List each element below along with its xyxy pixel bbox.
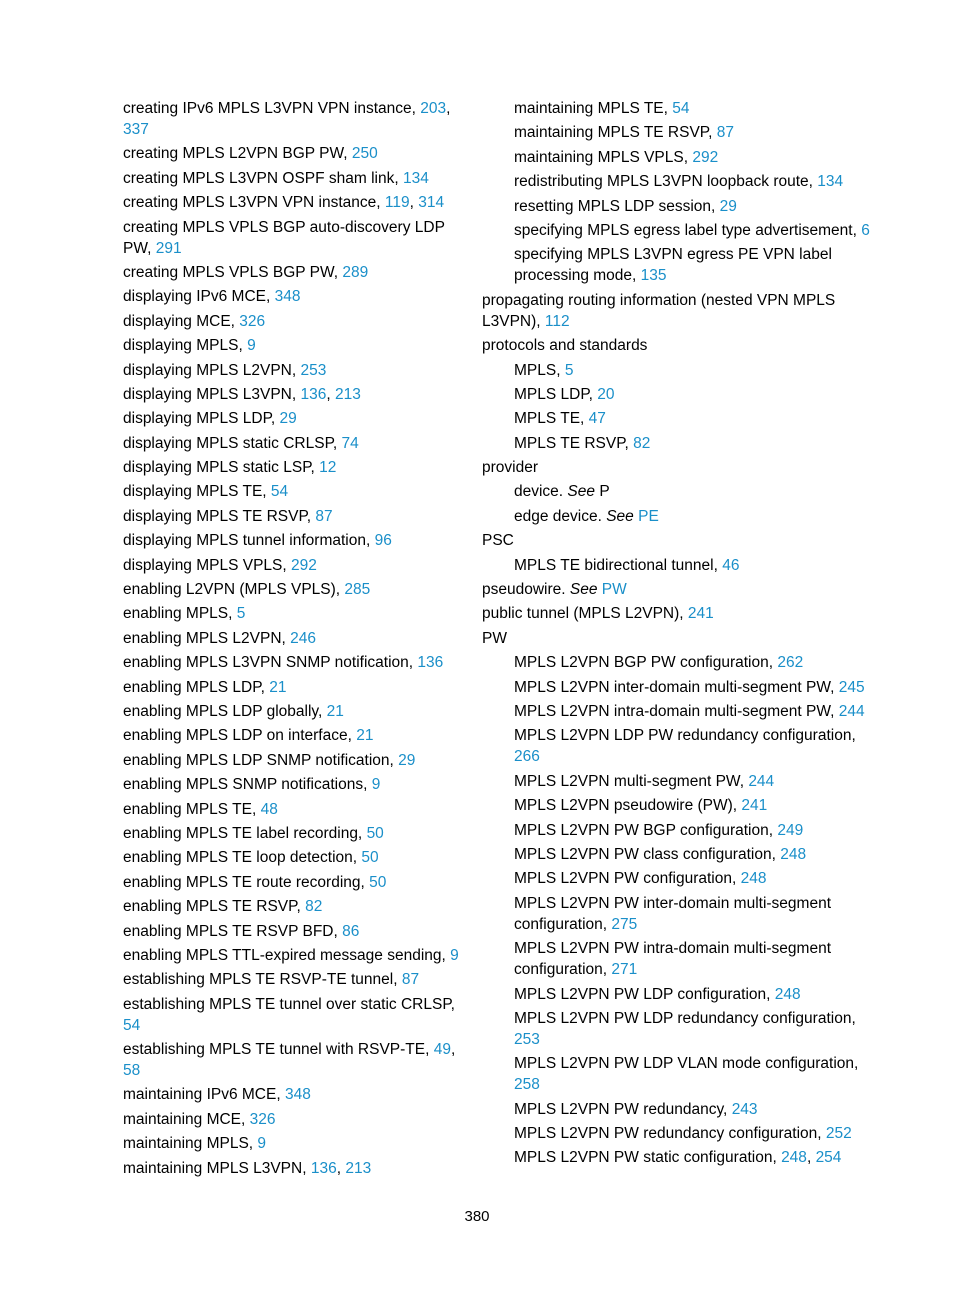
page-link[interactable]: 12	[319, 459, 337, 477]
index-subentry	[482, 868, 882, 889]
index-term: creating MPLS VPLS BGP PW,	[123, 263, 343, 281]
index-subentry	[482, 701, 882, 722]
page-link[interactable]: 253	[300, 361, 327, 379]
index-subentry	[482, 220, 882, 241]
page-link[interactable]: 136	[310, 1159, 337, 1177]
index-entry	[123, 481, 463, 502]
page-link[interactable]: 249	[777, 821, 804, 839]
index-entry	[123, 555, 463, 576]
index-term: MPLS L2VPN PW static configuration,	[514, 1149, 782, 1167]
page-link[interactable]: 29	[398, 751, 416, 769]
index-term: MPLS L2VPN PW configuration,	[514, 870, 741, 888]
page-link[interactable]: 58	[123, 1062, 141, 1080]
page-link[interactable]: 213	[334, 385, 361, 403]
index-subentry	[482, 147, 882, 168]
index-subentry	[482, 171, 882, 192]
see-target: P	[599, 483, 610, 501]
page-link[interactable]: 74	[341, 434, 359, 452]
index-entry	[123, 1133, 463, 1154]
index-entry	[123, 847, 463, 868]
page-link[interactable]: 82	[305, 898, 323, 916]
index-term: enabling MPLS TE label recording,	[123, 824, 367, 842]
index-subentry: MPLS L2VPN PW static configuration, 248, 254	[514, 1149, 842, 1167]
index-entry	[482, 335, 882, 356]
index-term: maintaining MPLS L3VPN,	[123, 1159, 311, 1177]
index-subentry	[482, 481, 882, 502]
index-subentry	[482, 795, 882, 816]
page-link[interactable]: 262	[777, 654, 804, 672]
see-target-link[interactable]: PW	[601, 581, 627, 599]
index-term: creating IPv6 MPLS L3VPN VPN instance,	[123, 100, 421, 117]
page-link[interactable]: 244	[838, 702, 865, 720]
index-term: MPLS L2VPN PW class configuration,	[514, 845, 781, 863]
page-link[interactable]: 248	[774, 985, 801, 1003]
page-link[interactable]: 54	[123, 1016, 141, 1034]
index-term: MPLS LDP,	[514, 385, 598, 403]
index-term: public tunnel (MPLS L2VPN),	[482, 605, 688, 623]
index-term: specifying MPLS egress label type advertisement,	[514, 221, 862, 239]
index-term: MPLS TE RSVP,	[514, 434, 634, 452]
page-link[interactable]: 82	[633, 434, 651, 452]
index-term: maintaining MPLS TE,	[514, 100, 673, 117]
page-link[interactable]: 248	[781, 1149, 807, 1167]
index-subentry	[482, 1123, 882, 1144]
index-entry	[123, 725, 463, 746]
index-entry	[123, 217, 463, 259]
index-subentry	[482, 984, 882, 1005]
index-term: MPLS L2VPN PW LDP VLAN mode configuration,	[514, 1055, 859, 1073]
page-link[interactable]: 50	[361, 849, 379, 867]
index-term: PSC	[482, 532, 514, 550]
index-entry	[123, 311, 463, 332]
index-subentry	[482, 98, 882, 119]
index-entry	[482, 457, 882, 478]
index-entry	[482, 290, 882, 332]
index-entry	[123, 677, 463, 698]
index-term: PW	[482, 629, 507, 647]
index-entry	[123, 823, 463, 844]
page-link[interactable]: 29	[279, 410, 297, 428]
index-term: enabling MPLS TE loop detection,	[123, 849, 362, 867]
page-number: 380	[464, 1208, 490, 1225]
index-term: displaying IPv6 MCE,	[123, 288, 275, 306]
page-link[interactable]: 21	[326, 702, 344, 720]
index-term: MPLS L2VPN pseudowire (PW),	[514, 797, 742, 815]
index-term: establishing MPLS TE tunnel over static CRLSP,	[123, 995, 455, 1013]
page-link[interactable]: 245	[838, 678, 865, 696]
index-term: creating MPLS VPLS BGP auto-discovery LDP PW,	[123, 218, 445, 257]
see-reference: See	[567, 483, 596, 501]
page-link[interactable]: 5	[236, 605, 246, 623]
index-term: maintaining MCE,	[123, 1110, 250, 1128]
index-subentry	[482, 408, 882, 429]
index-term: resetting MPLS LDP session,	[514, 197, 720, 215]
index-entry: creating MPLS L3VPN VPN instance, 119, 314	[123, 194, 445, 212]
index-term: displaying MPLS static CRLSP,	[123, 434, 342, 452]
index-term: enabling MPLS LDP globally,	[123, 702, 327, 720]
index-term: displaying MPLS LDP,	[123, 410, 280, 428]
index-subentry	[482, 1008, 882, 1050]
index-term: enabling MPLS SNMP notifications,	[123, 776, 372, 794]
index-subentry	[482, 844, 882, 865]
index-subentry	[482, 360, 882, 381]
page-link[interactable]: 112	[544, 312, 570, 330]
index-term: device.	[514, 483, 568, 501]
index-entry	[482, 530, 882, 551]
index-entry	[123, 945, 463, 966]
index-term: displaying MCE,	[123, 312, 240, 330]
index-subentry	[482, 820, 882, 841]
index-term: creating MPLS L3VPN VPN instance,	[123, 194, 385, 212]
page-link[interactable]: 136	[300, 385, 327, 403]
index-term: displaying MPLS static LSP,	[123, 459, 320, 477]
index-term: MPLS L2VPN PW inter-domain multi-segment configuration,	[514, 894, 832, 933]
index-column-right	[482, 98, 882, 1172]
page-link[interactable]: 9	[371, 776, 381, 794]
page-link[interactable]: 21	[269, 678, 287, 696]
index-term: protocols and standards	[482, 337, 648, 355]
index-term: creating MPLS L2VPN BGP PW,	[123, 145, 352, 163]
index-term: maintaining MPLS VPLS,	[514, 148, 693, 166]
index-term: MPLS,	[514, 361, 565, 379]
index-term: establishing MPLS TE tunnel with RSVP-TE,	[123, 1041, 434, 1059]
index-entry: maintaining MPLS L3VPN, 136, 213	[123, 1159, 372, 1177]
index-term: enabling MPLS L2VPN,	[123, 629, 291, 647]
page-link[interactable]: 326	[249, 1110, 276, 1128]
index-subentry	[482, 433, 882, 454]
index-entry	[482, 603, 882, 624]
index-column-left	[123, 98, 463, 1182]
index-entry	[123, 1084, 463, 1105]
index-term: enabling MPLS LDP on interface,	[123, 727, 357, 745]
see-target-link[interactable]: PE	[638, 507, 659, 525]
index-term: maintaining IPv6 MCE,	[123, 1086, 285, 1104]
index-subentry	[482, 652, 882, 673]
index-subentry	[482, 1099, 882, 1120]
index-entry	[123, 652, 463, 673]
index-term: enabling MPLS TE RSVP,	[123, 898, 306, 916]
index-entry	[123, 994, 463, 1036]
index-term: specifying MPLS L3VPN egress PE VPN label processing mode,	[514, 246, 832, 285]
page-link[interactable]: 241	[687, 605, 714, 623]
index-term: MPLS L2VPN PW LDP redundancy configuration,	[514, 1009, 856, 1027]
index-term: MPLS L2VPN intra-domain multi-segment PW,	[514, 702, 839, 720]
page-link[interactable]: 213	[345, 1159, 372, 1177]
page-link[interactable]: 87	[315, 507, 333, 525]
page-link[interactable]: 29	[719, 197, 737, 215]
index-term: enabling MPLS L3VPN SNMP notification,	[123, 654, 418, 672]
page-link[interactable]: 87	[716, 124, 734, 142]
index-subentry	[482, 506, 882, 527]
index-term: edge device.	[514, 507, 607, 525]
index-entry	[123, 701, 463, 722]
index-entry: establishing MPLS TE tunnel with RSVP-TE, 49, 58	[123, 1041, 456, 1080]
page-link[interactable]: 292	[692, 148, 719, 166]
page-link[interactable]: 326	[239, 312, 266, 330]
index-entry	[123, 335, 463, 356]
page-link[interactable]: 254	[815, 1149, 842, 1167]
page-link[interactable]: 119	[384, 194, 410, 212]
page-link[interactable]: 348	[284, 1086, 311, 1104]
page-link[interactable]: 266	[514, 748, 540, 766]
index-term: enabling L2VPN (MPLS VPLS),	[123, 581, 345, 599]
index-term: MPLS L2VPN PW LDP configuration,	[514, 985, 775, 1003]
page-link[interactable]: 248	[740, 870, 767, 888]
index-entry: creating IPv6 MPLS L3VPN VPN instance, 203, 337	[123, 100, 451, 138]
index-entry	[123, 262, 463, 283]
page-link[interactable]: 203	[420, 100, 447, 117]
page-link[interactable]: 86	[342, 922, 360, 940]
index-subentry	[482, 771, 882, 792]
page-link[interactable]: 6	[861, 221, 870, 239]
index-subentry	[482, 938, 882, 980]
page-link[interactable]: 289	[342, 263, 369, 281]
page-link[interactable]: 87	[401, 971, 420, 989]
index-term: displaying MPLS L3VPN,	[123, 385, 301, 403]
index-subentry	[482, 196, 882, 217]
page-link[interactable]: 50	[369, 873, 387, 891]
index-term: propagating routing information (nested VPN MPLS L3VPN),	[482, 291, 836, 330]
index-entry	[123, 168, 463, 189]
index-term: MPLS TE,	[514, 410, 589, 428]
index-term: MPLS TE bidirectional tunnel,	[514, 556, 723, 574]
index-entry	[123, 774, 463, 795]
page-link[interactable]: 314	[418, 194, 445, 212]
index-entry	[123, 896, 463, 917]
page-link[interactable]: 9	[257, 1135, 267, 1153]
index-subentry	[482, 244, 882, 286]
page-link[interactable]: 291	[155, 239, 182, 257]
page-link[interactable]: 49	[433, 1041, 451, 1059]
page-link[interactable]: 136	[417, 654, 444, 672]
index-term: enabling MPLS TE RSVP BFD,	[123, 922, 343, 940]
page-link[interactable]: 135	[640, 267, 667, 285]
page-link[interactable]: 46	[722, 556, 740, 574]
index-entry: displaying MPLS L3VPN, 136, 213	[123, 385, 361, 403]
index-entry	[123, 408, 463, 429]
index-term: maintaining MPLS,	[123, 1135, 258, 1153]
index-subentry	[482, 384, 882, 405]
index-term: pseudowire.	[482, 581, 570, 599]
index-term: redistributing MPLS L3VPN loopback route,	[514, 173, 818, 191]
index-entry	[123, 969, 463, 990]
index-entry	[123, 457, 463, 478]
page-link[interactable]: 292	[291, 556, 317, 574]
page-link[interactable]: 285	[344, 581, 371, 599]
page-link[interactable]: 9	[450, 946, 459, 964]
page-link[interactable]: 275	[611, 915, 638, 933]
page-link[interactable]: 271	[611, 961, 638, 979]
page-link[interactable]: 20	[597, 385, 615, 403]
index-term: MPLS L2VPN LDP PW redundancy configuration,	[514, 727, 856, 745]
index-term: enabling MPLS LDP,	[123, 678, 270, 696]
index-entry	[123, 799, 463, 820]
index-entry	[123, 1109, 463, 1130]
index-term: MPLS L2VPN multi-segment PW,	[514, 772, 749, 790]
page-link[interactable]: 54	[270, 483, 289, 501]
page-link[interactable]: 252	[825, 1125, 852, 1143]
index-term: displaying MPLS VPLS,	[123, 556, 292, 574]
index-entry	[123, 921, 463, 942]
page-link[interactable]: 9	[247, 337, 256, 355]
index-subentry	[482, 122, 882, 143]
index-entry	[482, 579, 882, 600]
page-link[interactable]: 21	[356, 727, 374, 745]
index-term: MPLS L2VPN BGP PW configuration,	[514, 654, 778, 672]
index-entry	[123, 286, 463, 307]
page-link[interactable]: 348	[274, 288, 301, 306]
page-link[interactable]: 96	[374, 532, 392, 550]
index-term: displaying MPLS TE RSVP,	[123, 507, 316, 525]
see-reference: See	[569, 581, 598, 599]
page-link[interactable]: 253	[514, 1030, 540, 1048]
index-entry	[123, 750, 463, 771]
index-entry	[123, 628, 463, 649]
index-subentry	[482, 1053, 882, 1095]
page-link[interactable]: 134	[817, 173, 844, 191]
index-term: establishing MPLS TE RSVP-TE tunnel,	[123, 971, 402, 989]
index-entry	[123, 579, 463, 600]
index-entry	[123, 143, 463, 164]
index-entry	[123, 360, 463, 381]
page-link[interactable]: 134	[402, 169, 429, 187]
see-reference: See	[606, 507, 634, 525]
index-term: provider	[482, 459, 538, 477]
index-entry	[482, 628, 882, 649]
index-subentry	[482, 555, 882, 576]
index-term: MPLS L2VPN PW intra-domain multi-segment configuration,	[514, 940, 832, 979]
index-entry	[123, 530, 463, 551]
index-term: MPLS L2VPN PW redundancy,	[514, 1100, 732, 1118]
page-link[interactable]: 243	[731, 1100, 758, 1118]
index-subentry	[482, 893, 882, 935]
page-link[interactable]: 241	[741, 797, 768, 815]
index-term: enabling MPLS TE route recording,	[123, 873, 370, 891]
page-link[interactable]: 250	[351, 145, 378, 163]
page-link[interactable]: 5	[564, 361, 574, 379]
index-term: enabling MPLS TE,	[123, 800, 261, 818]
index-term: displaying MPLS TE,	[123, 483, 271, 501]
index-entry	[123, 506, 463, 527]
index-subentry	[482, 725, 882, 767]
index-term: MPLS L2VPN PW BGP configuration,	[514, 821, 778, 839]
index-term: displaying MPLS L2VPN,	[123, 361, 301, 379]
index-entry	[123, 433, 463, 454]
index-term: displaying MPLS tunnel information,	[123, 532, 375, 550]
index-entry	[123, 603, 463, 624]
index-term: MPLS L2VPN inter-domain multi-segment PW,	[514, 678, 839, 696]
page-link[interactable]: 248	[780, 845, 807, 863]
index-term: maintaining MPLS TE RSVP,	[514, 124, 717, 142]
index-subentry	[482, 677, 882, 698]
index-term: creating MPLS L3VPN OSPF sham link,	[123, 169, 403, 187]
index-term: displaying MPLS,	[123, 337, 248, 355]
index-term: enabling MPLS,	[123, 605, 237, 623]
page-link[interactable]: 258	[514, 1076, 540, 1094]
index-term: enabling MPLS LDP SNMP notification,	[123, 751, 399, 769]
page-link[interactable]: 337	[123, 121, 149, 138]
page-link[interactable]: 54	[672, 100, 690, 117]
page-link[interactable]: 244	[748, 772, 775, 790]
page-link[interactable]: 50	[366, 824, 384, 842]
index-term: enabling MPLS TTL-expired message sending,	[123, 946, 451, 964]
page-link[interactable]: 246	[290, 629, 317, 647]
page-link[interactable]: 48	[260, 800, 278, 818]
page-link[interactable]: 47	[588, 410, 606, 428]
index-entry	[123, 872, 463, 893]
index-term: MPLS L2VPN PW redundancy configuration,	[514, 1125, 826, 1143]
